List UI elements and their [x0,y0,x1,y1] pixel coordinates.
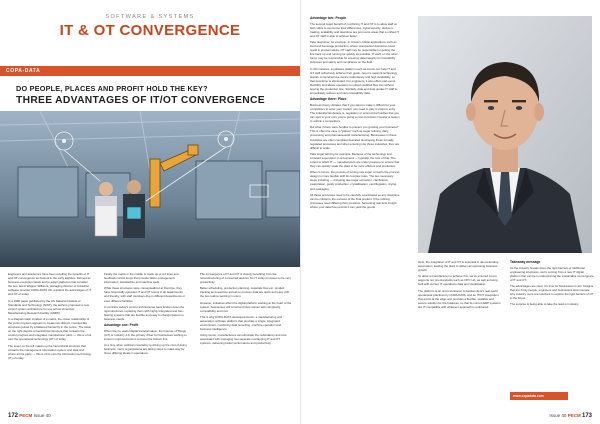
portrait-caption [418,260,502,408]
paragraph: In contrast, today's control architectures have broken down the rigid structures, replacing them with highly integrated and free-flowing systems that are flexible and easy to change based on business needs. [104,304,185,321]
page-title: IT & OT CONVERGENCE [59,22,241,39]
website-link[interactable]: www.copadata.com [510,392,568,400]
band-label: COPA-DATA [6,68,41,74]
paragraph: In a 1990 paper published by the US National Institute of Standards and Technology (NIST), the authors proposed a new control system architecture for use across American Manufacturing Research Facility (AMRF). [8,298,89,315]
page-number: 172 [8,413,19,419]
magazine-brand: PECM [567,413,581,418]
portrait-photo [418,16,592,253]
paragraph: Take downtime, for example. In mission-critical applications such as food and beverage production, where unexpected downtime could result in product waste, OT staff may be responsible for getting the line back up and running as quickly as possible. IT staff, on the other hand, may be responsible for ensuring data integrity for traceability purposes and safety and compliance on the field. [310,39,398,65]
article-kicker: DO PEOPLE, PLACES AND PROFIT HOLD THE KEY? [16,84,208,93]
article-column-2 [104,272,188,407]
paragraph: In this instance, a software platform such as zenon can help IT and OT staff collectively achieve their goals, zenon's network technology feature comprehensive device redundancy and high availability, so that downtime is eliminated. For engineers, it also offers part-event flexibility and allows operators to reload modified files into without leaving the production line. Similarly, data and data guides IT staff to immediately retrieve and store traceability data. [310,66,398,96]
article-column-3 [200,272,292,407]
section-label: SOFTWARE & SYSTEMS [105,14,195,20]
right-footer [549,411,592,421]
issue-label: Issue 40 [33,413,51,418]
issue-label: Issue 40 [549,413,567,418]
factory-illustration [0,111,300,267]
subheading-people: Advantage two: People [310,16,347,20]
right-article-column [310,16,400,408]
paragraph: Finally the matrix in the middle is made up of IoT lines and feedback control loops that provide faster management information, standardize and machine tools. [104,272,179,285]
paragraph: The advantages are clear. It's time for businesses to act. Imagine that are firmly people, engineers and businesses and innovate why industry more are reluctant to explore the rigid barriers of OT in the future. [510,283,594,301]
magazine-brand: PECM [19,413,33,418]
hero-factory-image [0,111,300,267]
paragraph: Engineers and academics have been extolling the benefits of IT and OT convergence as Festool in the early Eighties. Defined as business execution ideals and to adopt platforms that consider the two, Horst Wagner Williams, managing director of industrial software provider COPA-DATA UK, explains the advantages of IT and OT of today. [8,272,92,297]
left-footer [8,411,51,421]
paragraph: This is why COPA-DATA developed zenon, a manufacturing and automation software platform that provides a single, integrated environment, combining data recording, machine operation and business intelligence. [200,314,282,332]
paragraph: Business theory dictates that if you want to make it difficult for your competitors to enter your market, you need to play it smart to entry. The industrial landscape is, regulatory or economical hurdles that you can spot in your own, you're giving a cost-conscious investor a reason to rethink a competitors. [310,102,400,124]
paragraph: Better scheduling, production planning, materials flow etc, product tracking and real-time access to process data are quick and easy with the two realms working in union. [200,286,290,299]
paragraph: All these processes need to be carefully coordinated so any downtime can be critical to the success of the final product. If the refining processes need differing their precision, harvesting real-time insight where your data flow permits it can yield the goods. [310,192,400,209]
paragraph: But what if there were hurdles to prevent you growing your business? This is often the case in "places" such as sugar refining, dairy processing and pharmaceutical manufacturing. Businesses in these industries are often compliant descaled developing these formally regulated processes and when entering into those industries, they are difficult to scale. [310,125,400,150]
paragraph: At a time when political uncertainty is driving up the cost of doing business, many organisations are taking steps to make way for those differing ideals in operations. [104,342,187,356]
paragraph: The surprise is being able to take the lead on industry. [510,302,580,307]
takeaway-box [510,260,594,370]
paragraph: Here, the integration of IT and OT is essential in demonstrating automation, leading the plant to deliver all optimising business growth. [418,260,499,273]
page-number: 173 [581,413,592,419]
paragraph: The convergence of IT and OT is closely benefiting from the reconstructuring of connected devices, for IT today promises to be very productivity. [200,272,291,285]
paragraph: However, initiatives affect the digital platform working at the heart of the system, businesses will construct future issues with complexity, compatibility and cost. [200,300,292,313]
paragraph: When it comes, the process of turning raw sugar converts the process design to more familiar with its complex rules. The two necessary steps including — including raw sugar extraction, clarification, evaporation, gently production, crystallisation, centrifugation, drying and packaging. [310,170,400,191]
portrait-illustration [418,16,592,253]
paragraph: The tower on the left makes up the hierarchical structure that contains the management information system and data and where all the parts — this is of its own the information technology (IT) of today. [8,343,92,360]
article-headline: THREE ADVANTAGES OF IT/OT CONVERGENCE [16,95,265,106]
subheading-place: Advantage three: Place [310,97,347,102]
subheading-profit: Advantage one: Profit [104,323,139,328]
paragraph: Using zenon, manufacturers can eliminate the redundancy and cost associated with managing two separate overlapping IT and OT systems, delivering better performance and productivity. [200,333,287,346]
paragraph: The second major benefit of combining IT and OT is to allow staff on both sides to overcome their differences. Cybersecurity, decision-making, scalability and downtime are just some areas that a unified IT and OT staff is able to achieve faster. [310,21,400,38]
paragraph: While these structures were conceptualized at that time, they have historically operated IT and OT teams in all departments and thereby, with staff members dug in different departments or even different facilities. [104,286,185,303]
paragraph: When they're useful digital transformation, the Internet of Things (IoT) or Industry 4.0, the primary driver for businesses wishing to invest in improvements is to boost the bottom line. [104,328,187,341]
brand-band [0,66,300,76]
paragraph: Take sugar refining for example. Because of the technology and constant supervision in a business — typically, the cost of that. The extent to which IT — manufacturers are under pressure to ensure that they can quickly scale the plant to be more efficient and productive. [310,151,400,169]
paragraph: To allow a manufacturer to achieve this, we've ensured zenon supports nor pre-standards such as OPC UA, as well as being built with current IT operations data and visualisation. [418,274,498,287]
paragraph: As the industry breaks down the rigid barriers of traditional engineering structures, we're coming from a new IT digital platform that can be in underpinning the sustainable convergence of IT and OT. [510,265,594,282]
article-column-1 [8,272,92,407]
takeaway-heading: Takeaway message [510,260,541,264]
paragraph: In a diagrammatic mindset of a matrix, the closer relationship of the control system appears to create two distinct, inverted-like structures joined by a flattened hierarchy in the centre. The tower on the right depicts a hierarchical structure that contains the control program and integrates manufacturer parts — this is of its own the operational technology (OT) of today. [8,316,92,342]
paragraph: The platform is an unconventional, industrial client's real-world operational practices by COPA-DATA, and an IT/OT integration that exists at the edge and provides a flexible, scalable and secure solution for the business, so that its current ERP systems are IT-compatible with whatever approach is embraced. [418,288,501,309]
